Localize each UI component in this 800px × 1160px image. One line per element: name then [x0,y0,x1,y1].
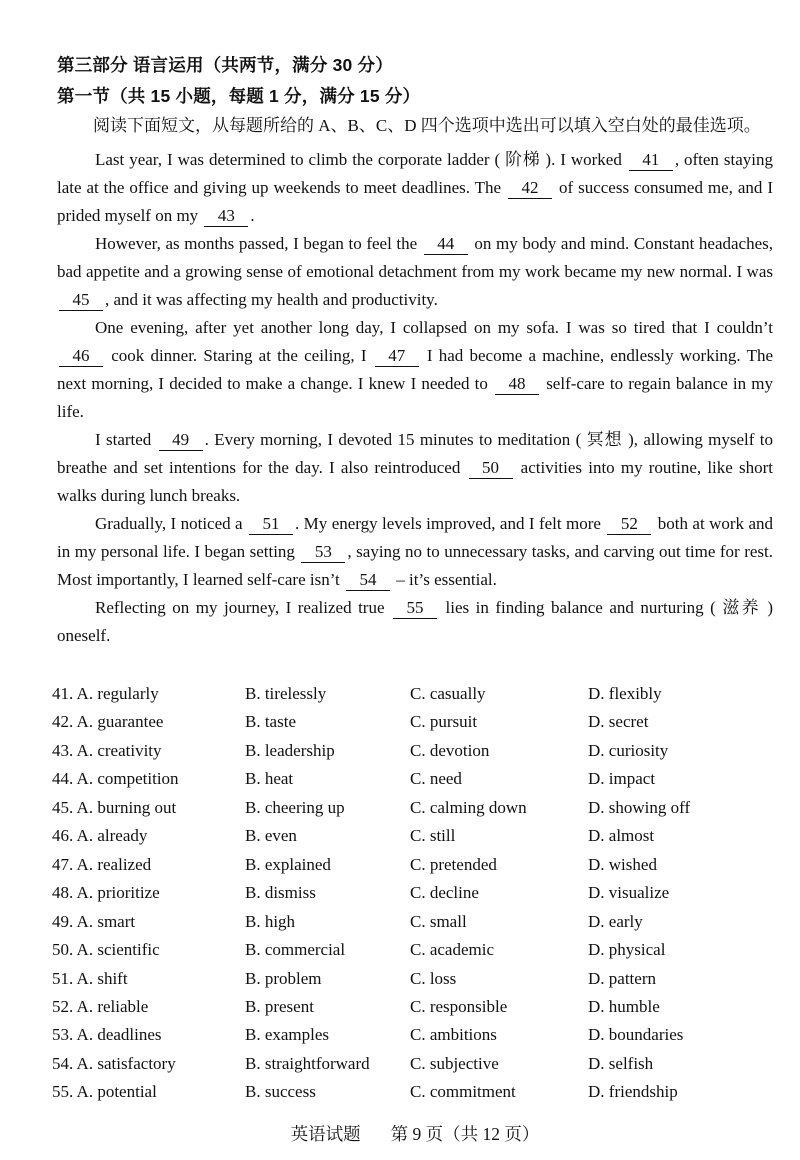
option-row-45 [52,794,773,822]
option-41-b: B. tirelessly [245,684,327,703]
option-row-43 [52,737,773,765]
option-row-52 [52,993,773,1021]
blank-47: 47 [375,346,419,367]
option-53-a: 53. A. deadlines [52,1025,162,1045]
option-53-b: B. examples [245,1025,330,1045]
option-row-42 [52,708,773,736]
blank-52: 52 [607,514,651,535]
option-43-d: D. curiosity [588,740,669,760]
option-47-c: C. pretended [410,854,497,874]
option-47-d: D. wished [588,854,657,874]
option-54-c: C. subjective [410,1053,499,1073]
blank-41: 41 [629,150,673,171]
option-53-d: D. boundaries [588,1025,684,1045]
option-row-53 [52,1021,773,1049]
section-title: 第一节（共 15 小题，每题 1 分，满分 15 分） [57,86,421,106]
option-row-47 [52,851,773,879]
blank-54: 54 [346,570,390,591]
passage-paragraph: One evening, after yet another long day, I collapsed on my sofa. I was so tired that I couldn’t 46 cook dinner. Staring at the ceiling, I 47 I had become a machine, endlessly working. The next morning, I decided to make a change. I knew I needed to 48 self-care to regain balance in my life. [57,318,774,421]
footer-doc-title: 英语试题 [290,1123,361,1144]
option-43-a: 43. A. creativity [52,740,162,760]
option-54-b: B. straightforward [245,1053,370,1073]
option-45-c: C. calming down [410,797,527,817]
blank-43: 43 [204,206,248,227]
option-55-d: D. friendship [588,1082,678,1102]
option-46-d: D. almost [588,826,655,846]
option-46-c: C. still [410,826,456,846]
option-49-d: D. early [588,911,643,931]
option-43-c: C. devotion [410,740,490,760]
option-47-a: 47. A. realized [52,854,152,874]
blank-51: 51 [249,514,293,535]
blank-45: 45 [59,290,103,311]
option-row-49 [52,908,773,936]
option-41-d: D. flexibly [588,684,662,703]
option-42-c: C. pursuit [410,712,478,732]
option-51-c: C. loss [410,968,457,988]
option-50-a: 50. A. scientific [52,940,160,960]
option-46-a: 46. A. already [52,826,148,846]
option-row-41 [52,680,773,708]
blank-55: 55 [393,598,437,619]
option-41-a: 41. A. regularly [52,684,159,703]
option-51-d: D. pattern [588,968,656,988]
blank-44: 44 [424,234,468,255]
option-48-a: 48. A. prioritize [52,883,160,903]
cloze-passage [57,146,773,650]
option-54-d: D. selfish [588,1053,654,1073]
option-row-48 [52,879,773,907]
option-52-c: C. responsible [410,996,508,1016]
footer-page-info: 第 9 页（共 12 页） [390,1123,540,1144]
option-54-a: 54. A. satisfactory [52,1053,176,1073]
option-row-55 [52,1078,773,1106]
option-49-a: 49. A. smart [52,911,136,931]
option-53-c: C. ambitions [410,1025,497,1045]
option-row-50 [52,936,773,964]
blank-53: 53 [301,542,345,563]
blank-48: 48 [495,374,539,395]
blank-50: 50 [469,458,513,479]
passage-paragraph: Gradually, I noticed a 51 . My energy levels improved, and I felt more 52 both at work and in my personal life. I began setting 53 , saying no to unnecessary tasks, and carving out time for rest. Most importantly, I learned self-care isn’t 54 – it’s essential. [57,514,773,589]
passage-paragraph: Reflecting on my journey, I realized true 55 lies in finding balance and nurturing ( 滋养 ) oneself. [57,598,773,645]
blank-42: 42 [508,178,552,199]
option-42-b: B. taste [245,712,296,732]
option-44-d: D. impact [588,769,656,789]
part-title: 第三部分 语言运用（共两节，满分 30 分） [57,55,393,75]
options-table [52,680,773,1107]
passage-paragraph: Last year, I was determined to climb the corporate ladder ( 阶梯 ). I worked 41 , often staying late at the office and giving up weekends to meet deadlines. The 42 of success consumed me, and I prided myself on my 43 . [57,150,773,225]
option-50-d: D. physical [588,940,666,960]
option-52-d: D. humble [588,996,660,1016]
option-52-b: B. present [245,996,314,1016]
option-row-44 [52,765,773,793]
option-55-a: 55. A. potential [52,1082,157,1102]
option-49-c: C. small [410,911,467,931]
option-44-c: C. need [410,769,462,789]
passage-paragraph: However, as months passed, I began to feel the 44 on my body and mind. Constant headaches, bad appetite and a growing sense of emotional detachment from my work became my new normal. I was 45 , and it was affecting my health and productivity. [57,234,773,309]
blank-49: 49 [159,430,203,451]
option-43-b: B. leadership [245,740,335,760]
blank-46: 46 [59,346,103,367]
instruction-text: 阅读下面短文，从每题所给的 A、B、C、D 四个选项中选出可以填入空白处的最佳选项。 [93,116,761,135]
option-55-c: C. commitment [410,1082,516,1102]
option-44-a: 44. A. competition [52,769,179,789]
option-row-51 [52,965,773,993]
option-49-b: B. high [245,911,296,931]
option-51-a: 51. A. shift [52,968,128,988]
option-45-b: B. cheering up [245,797,345,817]
option-42-a: 42. A. guarantee [52,712,164,732]
option-50-b: B. commercial [245,940,346,960]
option-45-d: D. showing off [588,797,691,817]
option-51-b: B. problem [245,968,322,988]
option-45-a: 45. A. burning out [52,797,177,817]
option-42-d: D. secret [588,712,649,732]
option-46-b: B. even [245,826,297,846]
option-48-c: C. decline [410,883,479,903]
option-41-c: C. casually [410,684,486,703]
option-row-54 [52,1050,773,1078]
option-52-a: 52. A. reliable [52,996,149,1016]
option-47-b: B. explained [245,854,331,874]
option-44-b: B. heat [245,769,294,789]
option-48-b: B. dismiss [245,883,316,903]
option-48-d: D. visualize [588,883,670,903]
page-footer [57,1122,773,1146]
passage-paragraph: I started 49 . Every morning, I devoted 15 minutes to meditation ( 冥想 ), allowing myself to breathe and set intentions for the day. I also reintroduced 50 activities into my routine, like short walks during lunch breaks. [57,430,773,505]
option-50-c: C. academic [410,940,495,960]
option-row-46 [52,822,773,850]
option-55-b: B. success [245,1082,316,1102]
